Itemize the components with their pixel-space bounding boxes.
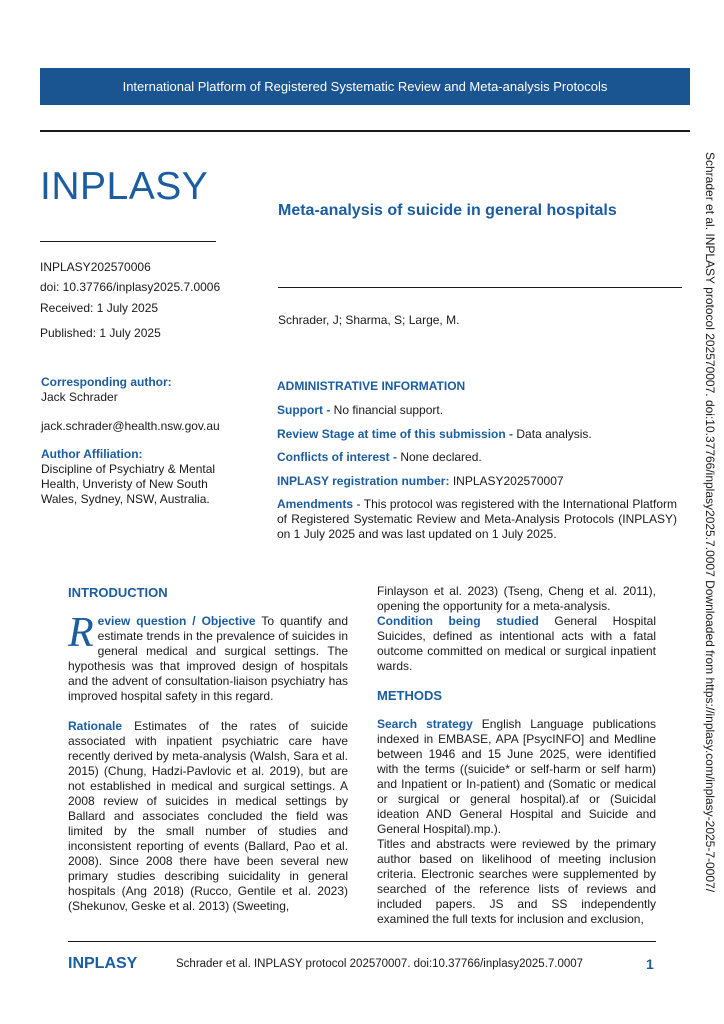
corresponding-label: Corresponding author:	[41, 375, 172, 389]
page-number: 1	[646, 956, 654, 972]
affiliation-block	[41, 447, 236, 507]
rationale-paragraph	[68, 719, 348, 914]
title-divider	[278, 287, 682, 288]
methods-heading: METHODS	[377, 688, 442, 703]
side-citation: Schrader et al. INPLASY protocol 202570007. doi:10.37766/inplasy2025.7.0007 Downloaded from https://inplasy.com/inplasy-2025-7-0007/	[703, 152, 717, 893]
affiliation-label: Author Affiliation:	[41, 447, 143, 461]
registration-line	[277, 474, 677, 489]
search-strategy-paragraph	[377, 717, 656, 837]
rationale-label: Rationale	[68, 719, 123, 733]
amendments-paragraph	[277, 497, 677, 542]
authors: Schrader, J; Sharma, S; Large, M.	[278, 313, 460, 327]
affiliation-text: Discipline of Psychiatry & Mental Health, Unveristy of New South Wales, Sydney, NSW, Australia.	[41, 462, 216, 506]
corresponding-email[interactable]: jack.schrader@health.nsw.gov.au	[41, 419, 220, 433]
corresponding-name: Jack Schrader	[41, 390, 118, 404]
review-question-label: eview question / Objective	[97, 614, 256, 628]
doi[interactable]: doi: 10.37766/inplasy2025.7.0006	[40, 280, 221, 294]
support-label: Support -	[277, 403, 334, 417]
condition-label: Condition being studied	[377, 614, 539, 628]
paper-title: Meta-analysis of suicide in general hospitals	[278, 202, 617, 219]
condition-text: General Hospital Suicides, defined as intentional acts with a fatal outcome committed on medical or surgical inpatient wards.	[377, 614, 656, 673]
support-text: No financial support.	[333, 403, 444, 417]
search-strategy-text: English Language publications indexed in EMBASE, APA [PsycINFO] and Medline between 1946 and 15 June 2025, were identified with the terms ((suicide* or self-harm or self harm) and Inpatient or In-patient) and (Somatic or medical or surgical or general hospital).af or (Suicidal ideation AND General Hospital and Suicide and General Hospital).mp.).	[377, 717, 657, 836]
top-divider	[40, 130, 690, 132]
footer-citation: Schrader et al. INPLASY protocol 202570007. doi:10.37766/inplasy2025.7.0007	[176, 958, 584, 970]
review-stage-text: Data analysis.	[516, 427, 592, 441]
amendments-text: - This protocol was registered with the International Platform of Registered Systematic Review and Meta-Analysis Protocols (INPLASY) on 1 July 2025 and was last updated on 1 July 2025.	[277, 497, 677, 541]
review-question-paragraph	[68, 610, 348, 704]
right-column	[377, 584, 656, 927]
logo-divider	[40, 241, 216, 242]
banner-text: International Platform of Registered Systematic Review and Meta-analysis Protocols	[122, 79, 608, 94]
review-question-text: To quantify and estimate trends in the prevalence of suicides in general medical and surgical settings. The hypothesis was that improved design of hospitals and the advent of consultation-liaison psychiatry has improved hospital safety in this regard.	[68, 614, 348, 703]
published-date: Published: 1 July 2025	[40, 326, 161, 340]
protocol-id: INPLASY202570006	[40, 260, 151, 274]
condition-paragraph	[377, 614, 656, 674]
corresponding-author-block	[41, 375, 241, 405]
review-stage-line	[277, 427, 677, 442]
registration-label: INPLASY registration number:	[277, 474, 453, 488]
left-column	[68, 585, 348, 914]
footer-logo: INPLASY	[68, 955, 138, 972]
registration-number: INPLASY202570007	[452, 474, 564, 488]
search-strategy-label: Search strategy	[377, 717, 473, 731]
review-stage-label: Review Stage at time of this submission -	[277, 427, 517, 441]
footer-divider	[68, 941, 656, 942]
conflicts-text: None declared.	[400, 450, 482, 464]
support-line	[277, 403, 677, 418]
admin-heading	[277, 379, 677, 394]
admin-heading-text: ADMINISTRATIVE INFORMATION	[277, 379, 466, 393]
header-banner	[40, 68, 690, 105]
continued-paragraph: Finlayson et al. 2023) (Tseng, Cheng et al. 2011), opening the opportunity for a meta-analysis.	[377, 584, 656, 613]
dropcap-letter: R	[68, 610, 94, 656]
titles-paragraph: Titles and abstracts were reviewed by the primary author based on likelihood of meeting inclusion criteria. Electronic searches were supplemented by searched of the reference lists of reviews and included papers. JS and SS independently examined the full texts for inclusion and exclusion,	[377, 837, 656, 926]
inplasy-logo: INPLASY	[40, 165, 209, 208]
received-date: Received: 1 July 2025	[40, 301, 159, 315]
rationale-text: Estimates of the rates of suicide associated with inpatient psychiatric care have recently derived by meta-analysis (Walsh, Sara et al. 2015) (Chung, Hadzi-Pavlovic et al. 2019), but are not established in medical and surgical settings. A 2008 review of suicides in medical settings by Ballard and associates concluded the field was limited by the small number of studies and inconsistent reporting of events (Ballard, Pao et al. 2008). Since 2008 there have been several new primary studies describing suicidality in general hospitals (Ang 2018) (Rucco, Gentile et al. 2023) (Shekunov, Geske et al. 2013) (Sweeting,	[68, 719, 348, 913]
conflicts-label: Conflicts of interest -	[277, 450, 401, 464]
conflicts-line	[277, 450, 677, 465]
amendments-label: Amendments	[277, 497, 354, 511]
intro-heading: INTRODUCTION	[68, 585, 168, 600]
